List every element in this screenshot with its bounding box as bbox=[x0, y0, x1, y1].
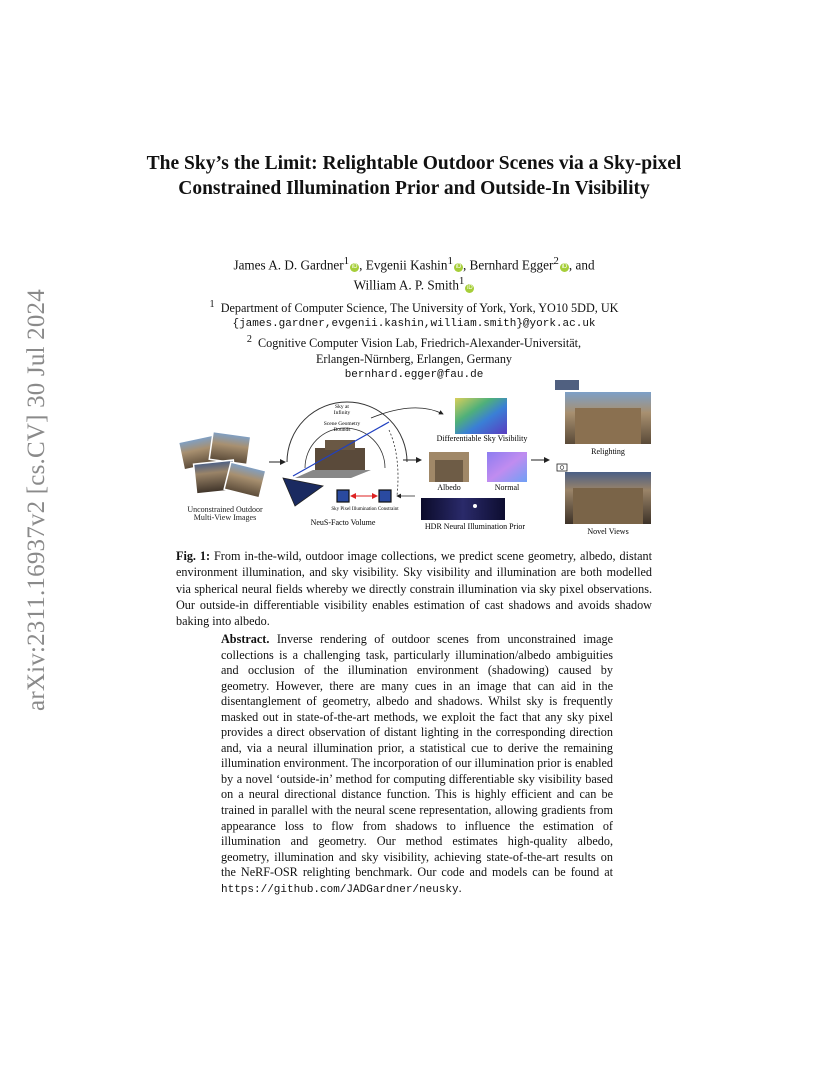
label-visibility: Differentiable Sky Visibility bbox=[436, 434, 528, 443]
relighting-building bbox=[575, 408, 641, 444]
orcid-icon[interactable]: iD bbox=[351, 264, 358, 271]
label-constraint: Sky Pixel Illumination Constraint bbox=[331, 507, 399, 512]
novel-view-building bbox=[573, 488, 643, 524]
dashed-connector bbox=[389, 430, 398, 496]
caption-label: Fig. 1: bbox=[176, 549, 211, 563]
arxiv-identifier[interactable]: arXiv:2311.16937v2 [cs.CV] 30 Jul 2024 bbox=[23, 289, 50, 711]
author-name: James A. D. Gardner bbox=[233, 257, 344, 273]
abstract-text: Inverse rendering of outdoor scenes from unconstrained image collections is a challenging task, particularly illumination/albedo ambiguities and occlusion of the illumination environment (shadowing) caused by geometry. However, there are many cues in an image that can aid in the disentanglement of geometry, albedo and shadows. Whilst sky is frequently masked out in state-of-the-art methods, we exploit the fact that any sky pixel provides a direct observation of distant lighting in the corresponding direction and, via a neural illumination prior, a statistical cue to derive the remaining illumination environment. The incorporation of our illumination prior is enabled by a novel ‘outside-in’ method for computing differentiable sky visibility based on a neural directional distance function. This is highly efficient and can be trained in parallel with the neural scene representation, allowing gradients from appearance loss to flow from shadows to influence the estimation of illumination and geometry. Our method estimates high-quality albedo, geometry, illumination and sky visibility, achieving state-of-the-art results on the NeRF-OSR relighting benchmark. Our code and models can be found at bbox=[221, 632, 613, 880]
author-name: Evgenii Kashin bbox=[365, 257, 448, 273]
figure-caption bbox=[176, 548, 652, 629]
code-link[interactable]: https://github.com/JADGardner/neusky bbox=[221, 883, 459, 896]
label-relighting: Relighting bbox=[591, 447, 625, 456]
author-name: Bernhard Egger bbox=[469, 257, 554, 273]
label-neus-volume: NeuS-Facto Volume bbox=[310, 518, 376, 527]
orcid-icon[interactable]: iD bbox=[467, 284, 473, 291]
abstract-label: Abstract. bbox=[221, 632, 270, 646]
caption-text: From in-the-wild, outdoor image collections, we predict scene geometry, albedo, distant environment illumination, and sky visibility. Sky visibility and illumination are both modelled via spherical neural fields whereby we directly constrain illumination via sky pixel observations. Our outside-in differentiable visibility enables estimation of cast shadows and avoids shadow baking into albedo. bbox=[176, 549, 653, 629]
label-sky-2: Infinity bbox=[333, 410, 351, 416]
abstract bbox=[221, 632, 613, 898]
affil-sup: 2 bbox=[246, 334, 252, 346]
orcid-icon[interactable]: iD bbox=[561, 264, 568, 271]
label-input-1: Unconstrained Outdoor bbox=[187, 505, 263, 514]
abstract-end: . bbox=[458, 880, 462, 895]
sky-visibility-map bbox=[455, 398, 507, 434]
author-affil-sup: 1 bbox=[447, 255, 453, 267]
label-hdr: HDR Neural Illumination Prior bbox=[424, 522, 526, 531]
affiliations bbox=[140, 297, 688, 383]
author-name: William A. P. Smith bbox=[353, 277, 459, 293]
env-map-thumbnail bbox=[555, 380, 579, 390]
figure-1-diagram bbox=[175, 378, 661, 538]
paper-title: The Sky’s the Limit: Relightable Outdoor Scenes via a Sky-pixel Constrained Illumination Prior and Outside-In Visibility bbox=[146, 153, 682, 199]
affil-york: Department of Computer Science, The University of York, York, YO10 5DD, UK bbox=[220, 301, 619, 316]
illum-prior-cube bbox=[379, 490, 391, 502]
label-sky-1: Sky at bbox=[335, 404, 349, 410]
affil-sup: 1 bbox=[209, 299, 215, 310]
email-fau[interactable]: bernhard.egger@fau.de bbox=[344, 369, 484, 382]
orcid-icon[interactable]: iD bbox=[455, 264, 462, 271]
author-list: James A. D. Gardner$^1$iD , Evgenii Kashin$^1$iD , Bernhard Egger$^2$iD , and William A. P. Smith$^1$iD bbox=[233, 255, 595, 293]
neus-volume-cube bbox=[337, 490, 349, 502]
input-image-stack bbox=[179, 431, 266, 497]
author-conjunction: and bbox=[575, 257, 595, 273]
arxiv-sidebar bbox=[14, 289, 60, 711]
label-novel-views: Novel Views bbox=[587, 527, 629, 536]
affil-fau: Cognitive Computer Vision Lab, Friedrich-Alexander-Universität, bbox=[258, 336, 582, 351]
label-albedo: Albedo bbox=[437, 483, 461, 492]
label-scene-2: Bounds bbox=[333, 427, 351, 433]
author-affil-sup: 1 bbox=[458, 275, 465, 288]
affil-fau-location: Erlangen-Nürnberg, Erlangen, Germany bbox=[315, 352, 513, 367]
author-affil-sup: 1 bbox=[343, 255, 350, 267]
scene-building bbox=[295, 440, 371, 478]
label-input-2: Multi-View Images bbox=[193, 513, 257, 522]
hdr-sun-spot bbox=[473, 504, 477, 508]
email-york[interactable]: {james.gardner,evgenii.kashin,william.smith}@york.ac.uk bbox=[232, 318, 596, 331]
author-affil-sup: 2 bbox=[553, 255, 559, 267]
camera-icon bbox=[557, 464, 567, 471]
camera-frustum bbox=[283, 478, 323, 506]
hdr-illumination-map bbox=[421, 498, 505, 520]
normal-map bbox=[487, 452, 527, 482]
label-scene-1: Scene Geometry bbox=[323, 421, 361, 427]
albedo-building bbox=[435, 460, 463, 482]
figure-1 bbox=[175, 378, 661, 538]
label-normal: Normal bbox=[494, 483, 520, 492]
